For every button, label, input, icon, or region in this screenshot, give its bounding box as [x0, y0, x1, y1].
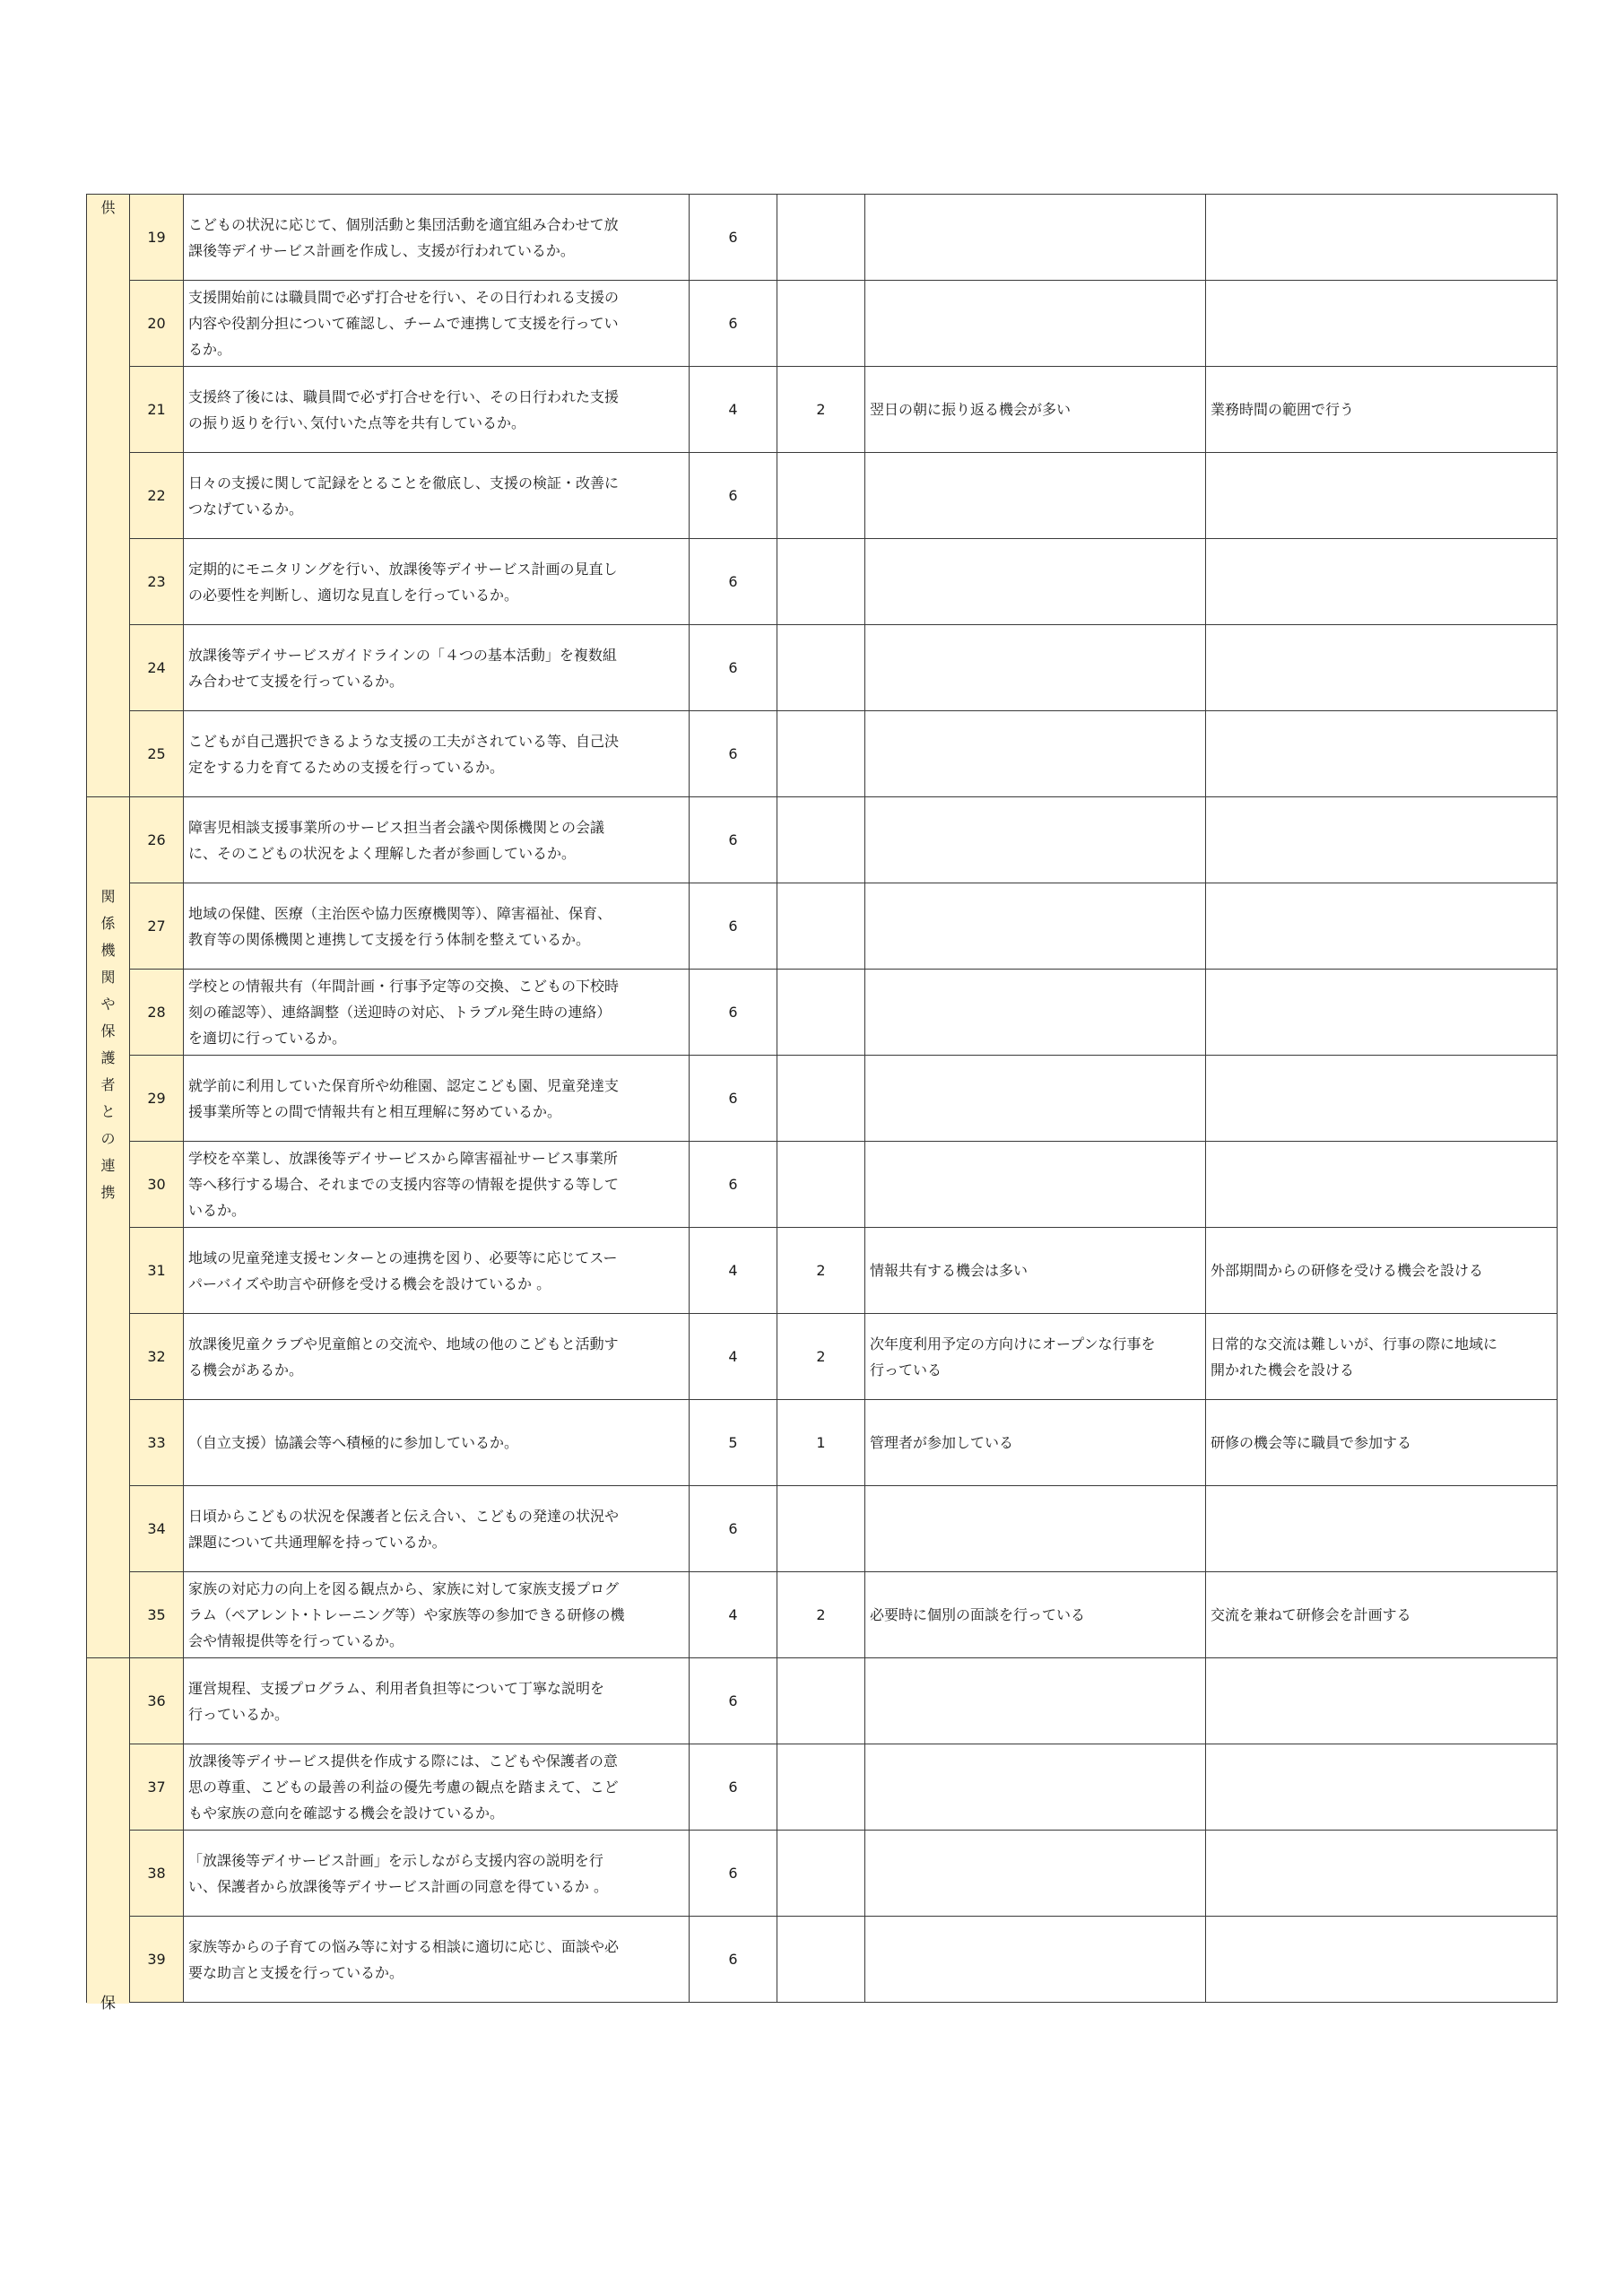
category-relations-label: 関 係 機 関 や 保 護 者 と の 連 携 — [100, 888, 116, 1201]
no-count — [777, 1831, 865, 1917]
yes-count: 6 — [690, 1486, 777, 1572]
no-count — [777, 797, 865, 883]
item-text-line: 課後等デイサービス計画を作成し、支援が行われているか。 — [188, 241, 575, 259]
improvement-plan-text — [1206, 1744, 1558, 1831]
table-row — [87, 1658, 1558, 1744]
item-number: 28 — [130, 970, 184, 1056]
item-text-line: 地域の保健、医療（主治医や協力医療機関等）、障害福祉、保育、 — [188, 904, 612, 922]
item-text — [184, 1228, 690, 1314]
improvement-plan-text — [1206, 195, 1558, 281]
yes-count: 6 — [690, 970, 777, 1056]
item-text-line: 支援開始前には職員間で必ず打合せを行い、その日行われる支援の — [188, 289, 620, 306]
category-relations-cell — [87, 797, 130, 1658]
reason-text — [865, 367, 1206, 453]
improvement-plan-text — [1206, 1572, 1558, 1658]
yes-count: 6 — [690, 1658, 777, 1744]
item-text-line: の必要性を判断し、適切な見直しを行っているか。 — [188, 586, 519, 604]
item-text — [184, 1744, 690, 1831]
item-number: 20 — [130, 281, 184, 367]
item-text — [184, 1658, 690, 1744]
item-text-line: 刻の確認等）、連絡調整（送迎時の対応、トラブル発生時の連絡） — [188, 1004, 612, 1021]
item-text-line: 日々の支援に関して記録をとることを徹底し、支援の検証・改善に — [188, 474, 620, 491]
item-text — [184, 883, 690, 970]
item-text-line: み合わせて支援を行っているか。 — [188, 672, 404, 690]
item-text-line: い、保護者から放課後等デイサービス計画の同意を得ているか 。 — [188, 1877, 608, 1895]
reason-text — [865, 883, 1206, 970]
item-text — [184, 539, 690, 625]
reason-text — [865, 1831, 1206, 1917]
item-text-line: いるか。 — [188, 1202, 247, 1219]
category-next-cell — [87, 1658, 130, 2013]
item-number: 26 — [130, 797, 184, 883]
table-row — [87, 1056, 1558, 1142]
item-number: 29 — [130, 1056, 184, 1142]
improvement-plan-text — [1206, 797, 1558, 883]
yes-count: 4 — [690, 367, 777, 453]
no-count: 2 — [777, 1572, 865, 1658]
no-count — [777, 453, 865, 539]
reason-text — [865, 1142, 1206, 1228]
reason-text — [865, 797, 1206, 883]
yes-count: 6 — [690, 711, 777, 797]
improvement-plan-text — [1206, 1486, 1558, 1572]
item-number: 34 — [130, 1486, 184, 1572]
item-text-line: 定期的にモニタリングを行い、放課後等デイサービス計画の見直し — [188, 560, 618, 578]
improvement-plan-text — [1206, 1400, 1558, 1486]
yes-count: 6 — [690, 1831, 777, 1917]
improvement-plan-line: 開かれた機会を設ける — [1211, 1361, 1355, 1378]
item-text-line: 課題について共通理解を持っているか。 — [188, 1533, 447, 1551]
table-row — [87, 711, 1558, 797]
item-text-line: るか。 — [188, 341, 232, 358]
item-text — [184, 1142, 690, 1228]
reason-text — [865, 195, 1206, 281]
table-row — [87, 1400, 1558, 1486]
reason-text — [865, 1917, 1206, 2003]
improvement-plan-text — [1206, 453, 1558, 539]
reason-text-line: 行っている — [870, 1361, 942, 1378]
item-number: 22 — [130, 453, 184, 539]
item-text-line: 教育等の関係機関と連携して支援を行う体制を整えているか。 — [188, 930, 591, 948]
item-text-line: を適切に行っているか。 — [188, 1030, 347, 1047]
table-row — [87, 1142, 1558, 1228]
table-row — [87, 625, 1558, 711]
item-number: 35 — [130, 1572, 184, 1658]
item-number: 23 — [130, 539, 184, 625]
item-text-line: もや家族の意向を確認する機会を設けているか。 — [188, 1805, 505, 1822]
table-row — [87, 1744, 1558, 1831]
reason-text-line: 次年度利用予定の方向けにオープンな行事を — [870, 1335, 1156, 1352]
item-text — [184, 1486, 690, 1572]
yes-count: 6 — [690, 453, 777, 539]
improvement-plan-text — [1206, 1228, 1558, 1314]
no-count — [777, 1658, 865, 1744]
item-text-line: つなげているか。 — [188, 500, 304, 517]
table-row — [87, 195, 1558, 281]
yes-count: 4 — [690, 1572, 777, 1658]
improvement-plan-text — [1206, 281, 1558, 367]
reason-text — [865, 1572, 1206, 1658]
item-text-line: こどもの状況に応じて、個別活動と集団活動を適宜組み合わせて放 — [188, 215, 619, 233]
improvement-plan-text — [1206, 1831, 1558, 1917]
item-text — [184, 797, 690, 883]
table-row — [87, 1314, 1558, 1400]
reason-text — [865, 281, 1206, 367]
yes-count: 6 — [690, 539, 777, 625]
reason-text — [865, 1486, 1206, 1572]
improvement-plan-text — [1206, 625, 1558, 711]
item-text-line: 行っているか。 — [188, 1705, 290, 1723]
reason-text-line: 必要時に個別の面談を行っている — [870, 1606, 1086, 1623]
table-row — [87, 281, 1558, 367]
table-row — [87, 1228, 1558, 1314]
no-count: 2 — [777, 367, 865, 453]
item-number: 36 — [130, 1658, 184, 1744]
item-text-line: に、そのこどもの状況をよく理解した者が参画しているか。 — [188, 844, 577, 862]
item-number: 21 — [130, 367, 184, 453]
table-row — [87, 453, 1558, 539]
no-count: 2 — [777, 1228, 865, 1314]
item-number: 37 — [130, 1744, 184, 1831]
table-row — [87, 367, 1558, 453]
item-text — [184, 1056, 690, 1142]
reason-text-line: 管理者が参加している — [870, 1434, 1014, 1451]
item-text — [184, 281, 690, 367]
reason-text — [865, 625, 1206, 711]
improvement-plan-text — [1206, 1314, 1558, 1400]
no-count — [777, 195, 865, 281]
improvement-plan-line: 日常的な交流は難しいが、行事の際に地域に — [1211, 1335, 1498, 1352]
improvement-plan-text — [1206, 711, 1558, 797]
item-text — [184, 1400, 690, 1486]
item-text-line: る機会があるか。 — [188, 1361, 304, 1378]
reason-text — [865, 1228, 1206, 1314]
item-number: 24 — [130, 625, 184, 711]
item-text — [184, 1917, 690, 2003]
no-count — [777, 625, 865, 711]
item-text — [184, 625, 690, 711]
item-text-line: 定をする力を育てるための支援を行っているか。 — [188, 758, 505, 776]
item-text-line: （自立支援）協議会等へ積極的に参加しているか。 — [188, 1434, 519, 1451]
table-row — [87, 1917, 1558, 2003]
improvement-plan-text — [1206, 1056, 1558, 1142]
table-row — [87, 539, 1558, 625]
yes-count: 4 — [690, 1314, 777, 1400]
yes-count: 6 — [690, 797, 777, 883]
table-row — [87, 797, 1558, 883]
item-text-line: 放課後等デイサービスガイドラインの「４つの基本活動」を複数組 — [188, 646, 617, 664]
item-text-line: の振り返りを行い､気付いた点等を共有しているか。 — [188, 413, 526, 431]
yes-count: 6 — [690, 281, 777, 367]
reason-text — [865, 1314, 1206, 1400]
item-text — [184, 195, 690, 281]
no-count: 1 — [777, 1400, 865, 1486]
improvement-plan-line: 交流を兼ねて研修会を計画する — [1211, 1606, 1411, 1623]
no-count — [777, 711, 865, 797]
item-text-line: 家族の対応力の向上を図る観点から、家族に対して家族支援プログ — [188, 1580, 620, 1597]
table-row — [87, 1572, 1558, 1658]
improvement-plan-line: 研修の機会等に職員で参加する — [1211, 1434, 1412, 1451]
reason-text — [865, 1056, 1206, 1142]
yes-count: 6 — [690, 1917, 777, 2003]
item-number: 33 — [130, 1400, 184, 1486]
item-number: 19 — [130, 195, 184, 281]
item-text-line: 放課後児童クラブや児童館との交流や、地域の他のこどもと活動す — [188, 1335, 619, 1352]
improvement-plan-text — [1206, 970, 1558, 1056]
reason-text — [865, 1658, 1206, 1744]
table-row — [87, 970, 1558, 1056]
improvement-plan-text — [1206, 883, 1558, 970]
item-text — [184, 970, 690, 1056]
item-text-line: 等へ移行する場合、それまでの支援内容等の情報を提供する等して — [188, 1176, 620, 1193]
reason-text-line: 翌日の朝に振り返る機会が多い — [870, 401, 1072, 418]
table-row — [87, 1831, 1558, 1917]
category-provide-label: 供 — [100, 199, 116, 216]
item-text-line: 思の尊重、こどもの最善の利益の優先考慮の観点を踏まえて、こど — [188, 1779, 619, 1796]
yes-count: 5 — [690, 1400, 777, 1486]
category-next-label: 保 — [87, 1996, 129, 2004]
item-text-line: こどもが自己選択できるような支援の工夫がされている等、自己決 — [188, 732, 620, 750]
item-text-line: 日頃からこどもの状況を保護者と伝え合い、こどもの発達の状況や — [188, 1507, 620, 1525]
item-text-line: 運営規程、支援プログラム、利用者負担等について丁寧な説明を — [188, 1679, 605, 1697]
self-evaluation-table — [86, 194, 1558, 2013]
category-provide-cell — [87, 195, 130, 797]
no-count — [777, 539, 865, 625]
item-number: 27 — [130, 883, 184, 970]
item-text-line: ラム（ペアレント･トレーニング等）や家族等の参加できる研修の機 — [188, 1606, 625, 1623]
item-text-line: 学校との情報共有（年間計画・行事予定等の交換、こどもの下校時 — [188, 978, 620, 995]
no-count — [777, 1917, 865, 2003]
item-text — [184, 711, 690, 797]
reason-text — [865, 1400, 1206, 1486]
item-number: 39 — [130, 1917, 184, 2003]
reason-text — [865, 711, 1206, 797]
table-row — [87, 1486, 1558, 1572]
reason-text — [865, 539, 1206, 625]
item-text-line: 援事業所等との間で情報共有と相互理解に努めているか。 — [188, 1102, 562, 1120]
no-count — [777, 1056, 865, 1142]
item-text-line: パーバイズや助言や研修を受ける機会を設けているか 。 — [188, 1274, 551, 1292]
item-text — [184, 453, 690, 539]
item-text-line: 会や情報提供等を行っているか。 — [188, 1632, 404, 1649]
yes-count: 6 — [690, 625, 777, 711]
item-text-line: 地域の児童発達支援センターとの連携を図り、必要等に応じてスー — [188, 1248, 618, 1266]
reason-text — [865, 1744, 1206, 1831]
yes-count: 4 — [690, 1228, 777, 1314]
improvement-plan-line: 外部期間からの研修を受ける機会を設ける — [1211, 1262, 1484, 1279]
reason-text-line: 情報共有する機会は多い — [870, 1262, 1028, 1279]
item-text-line: 就学前に利用していた保育所や幼稚園、認定こども園、児童発達支 — [188, 1076, 620, 1094]
item-text — [184, 1572, 690, 1658]
no-count — [777, 1744, 865, 1831]
no-count — [777, 281, 865, 367]
no-count — [777, 1142, 865, 1228]
item-text — [184, 1314, 690, 1400]
improvement-plan-text — [1206, 1917, 1558, 2003]
table-row — [87, 883, 1558, 970]
item-number: 38 — [130, 1831, 184, 1917]
yes-count: 6 — [690, 1056, 777, 1142]
item-text-line: 家族等からの子育ての悩み等に対する相談に適切に応じ、面談や必 — [188, 1937, 620, 1955]
no-count — [777, 970, 865, 1056]
item-text-line: 「放課後等デイサービス計画」を示しながら支援内容の説明を行 — [188, 1851, 603, 1869]
reason-text — [865, 970, 1206, 1056]
reason-text — [865, 453, 1206, 539]
item-text-line: 放課後等デイサービス提供を作成する際には、こどもや保護者の意 — [188, 1752, 618, 1770]
item-text-line: 要な助言と支援を行っているか。 — [188, 1963, 404, 1981]
item-text-line: 内容や役割分担について確認し、チームで連携して支援を行ってい — [188, 315, 619, 332]
item-text — [184, 1831, 690, 1917]
item-text — [184, 367, 690, 453]
item-text-line: 支援終了後には、職員間で必ず打合せを行い、その日行われた支援 — [188, 387, 620, 405]
improvement-plan-text — [1206, 1658, 1558, 1744]
yes-count: 6 — [690, 195, 777, 281]
item-number: 32 — [130, 1314, 184, 1400]
no-count — [777, 1486, 865, 1572]
yes-count: 6 — [690, 883, 777, 970]
improvement-plan-line: 業務時間の範囲で行う — [1211, 401, 1355, 418]
item-text-line: 障害児相談支援事業所のサービス担当者会議や関係機関との会議 — [188, 818, 605, 836]
improvement-plan-text — [1206, 1142, 1558, 1228]
item-number: 30 — [130, 1142, 184, 1228]
item-number: 31 — [130, 1228, 184, 1314]
item-text-line: 学校を卒業し、放課後等デイサービスから障害福祉サービス事業所 — [188, 1150, 618, 1167]
improvement-plan-text — [1206, 367, 1558, 453]
yes-count: 6 — [690, 1744, 777, 1831]
yes-count: 6 — [690, 1142, 777, 1228]
item-number: 25 — [130, 711, 184, 797]
no-count: 2 — [777, 1314, 865, 1400]
improvement-plan-text — [1206, 539, 1558, 625]
no-count — [777, 883, 865, 970]
